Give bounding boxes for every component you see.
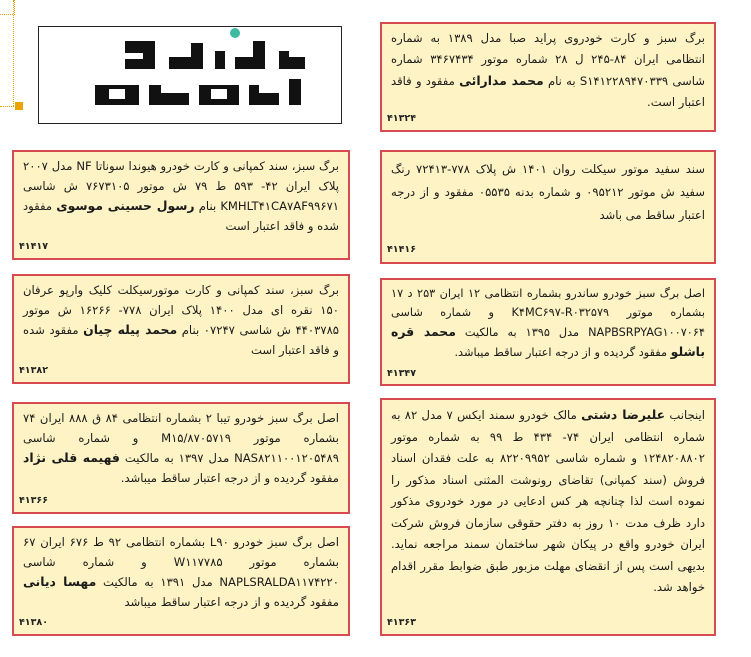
owner-name: محمد قره باشلو — [391, 324, 705, 359]
ad-text: اینجانب علیرضا دشتی مالک خودرو سمند ایکس ۷ مدل ۸۲ به شماره انتظامی ایران ۷۴- ۴۳۴ ط ۹۹ به شماره موتور ۱۲۴۸۲۰۸۸۰۲ و شماره شاسی ۸۲۲۰۹۹۵۲ به علت فقدان اسناد فروش (سند کمپانی) تقاضای رونوشت المثنی اسناد مذکور را نموده است لذا چنانچه هر کس ادعایی در مورد خودروی مذکور دارد ظرف مدت ۱۰ روز به دفتر حقوقی سازمان فروش شرکت ایران خودرو واقع در پیکان شهر ساختمان سمند مراجعه نماید. بدیهی است پس از انقضای مهلت مزبور طبق ضوابط مقرر اقدام خواهد شد. — [391, 407, 706, 594]
logo-accent-dot — [230, 28, 240, 38]
classified-ad — [380, 398, 716, 636]
ad-code: ۴۱۳۸۲ — [19, 365, 48, 376]
ad-code: ۴۱۴۱۷ — [19, 241, 48, 252]
ad-text: برگ سبز و کارت خودروی پراید صبا مدل ۱۳۸۹ به شماره انتظامی ایران ۸۴-۲۴۵ ل ۲۸ شماره موتور ۳۴۶۷۴۳۴ شماره شاسی S۱۴۱۲۲۸۹۴۷۰۳۳۹ به نام محمد مدارائی مفقود و فاقد اعتبار است. — [391, 31, 706, 109]
classified-ad — [380, 278, 716, 386]
ad-code: ۴۱۳۸۰ — [19, 617, 48, 628]
owner-name: علیرضا دشتی — [581, 407, 666, 422]
classified-ad — [12, 274, 350, 384]
classified-ad — [12, 150, 350, 260]
mozayede-monaghese-logo — [39, 27, 339, 122]
ad-text: برگ سبز، سند کمپانی و کارت موتورسیکلت کلیک وارپو عرفان ۱۵۰ نقره ای مدل ۱۴۰۰ پلاک ایران ۷۷۸- ۱۶۲۶۶ ش موتور ۴۴۰۳۷۸۵ ش شاسی ۰۷۲۴۷ بنام محمد پیله چیان مفقود شده و فاقد اعتبار است — [23, 283, 340, 357]
classified-ad — [380, 22, 716, 132]
owner-name: مهسا دیانی — [23, 574, 97, 589]
logo-box — [38, 26, 342, 124]
guide-marker — [15, 102, 23, 110]
owner-name: محمد پیله چیان — [83, 322, 178, 337]
owner-name: محمد مدارائی — [459, 73, 544, 88]
owner-name: فهیمه قلی نژاد — [23, 450, 120, 465]
owner-name: رسول حسینی موسوی — [56, 198, 195, 213]
ad-code: ۴۱۳۶۳ — [387, 616, 416, 628]
ad-text: برگ سبز، سند کمپانی و کارت خودرو هیوندا سوناتا NF مدل ۲۰۰۷ پلاک ایران ۴۲- ۵۹۳ ط ۷۹ ش موتور ۷۶۷۳۱۰۵ ش شاسی KMHLT۴۱CA۷AF۹۹۶۷۱ بنام رسول حسینی موسوی مفقود شده و فاقد اعتبار است — [23, 159, 340, 233]
ad-text: اصل برگ سبز خودرو L۹۰ بشماره انتظامی ۹۲ ط ۶۷۶ ایران ۶۷ بشماره موتور W۱۱۷۷۸۵ و شماره شاسی NAPLSRALDA۱۱۷۴۲۲۰ مدل ۱۳۹۱ به مالکیت مهسا دیانی مفقود گردیده و از درجه اعتبار ساقط میباشد — [23, 535, 339, 609]
ad-code: ۴۱۳۶۶ — [19, 495, 48, 506]
classified-ad — [12, 402, 350, 514]
ad-text: اصل برگ سبز خودرو تیبا ۲ بشماره انتظامی ۸۴ ق ۸۸۸ ایران ۷۴ بشماره موتور M۱۵/۸۷۰۵۷۱۹ و شماره شاسی NAS۸۲۱۱۰۰۱۲۰۵۴۸۹ مدل ۱۳۹۷ به مالکیت فهیمه قلی نژاد مفقود گردیده و از درجه اعتبار ساقط میباشد. — [23, 411, 340, 485]
classified-ad — [12, 526, 350, 636]
ad-text: سند سفید موتور سیکلت روان ۱۴۰۱ ش پلاک ۷۷۸-۷۲۴۱۳ رنگ سفید ش موتور ۰۹۵۲۱۲ و شماره بدنه ۰۵۵۳۵ مفقود و از درجه اعتبار ساقط می باشد — [391, 162, 705, 222]
classified-ad — [380, 150, 716, 264]
ad-code: ۴۱۳۴۷ — [387, 368, 416, 379]
ad-code: ۴۱۳۲۴ — [387, 113, 416, 124]
dotted-guide-horizontal — [0, 106, 16, 107]
ad-code: ۴۱۴۱۶ — [387, 244, 416, 255]
logo-text — [339, 27, 340, 28]
dotted-guide-vertical — [13, 0, 14, 106]
ad-text: اصل برگ سبز خودرو ساندرو بشماره انتظامی ۱۲ ایران ۲۵۳ د ۱۷ بشماره موتور K۴MC۶۹۷-R۰۳۲۵۷۹ و شماره شاسی NAPBSRPYAG۱۰۰۷۰۶۴ مدل ۱۳۹۵ به مالکیت محمد قره باشلو مفقود گردیده و از درجه اعتبار ساقط میباشد. — [391, 287, 705, 359]
